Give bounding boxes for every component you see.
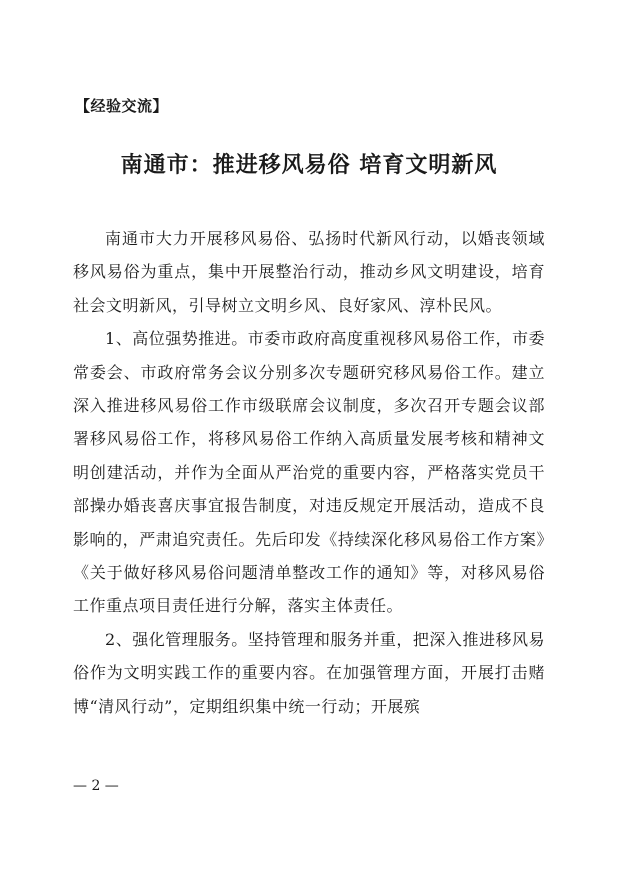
paragraph-intro: 南通市大力开展移风易俗、弘扬时代新风行动，以婚丧领域移风易俗为重点，集中开展整治行动，推动乡风文明建设，培育社会文明新风，引导树立文明乡风、良好家风、淳朴民风。 — [73, 229, 545, 315]
section-tag: 【经验交流】 — [75, 97, 169, 115]
paragraph-point-2: 2、强化管理服务。坚持管理和服务并重，把深入推进移风易俗作为文明实践工作的重要内容。在加强管理方面，开展打击赌博“清风行动”，定期组织集中统一行动；开展殡 — [73, 629, 545, 716]
page-number: — 2 — — [73, 778, 119, 794]
document-body — [73, 222, 545, 723]
page-title: 南通市：推进移风易俗 培育文明新风 — [120, 153, 498, 178]
paragraph-point-1: 1、高位强势推进。市委市政府高度重视移风易俗工作，市委常委会、市政府常务会议分别多次专题研究移风易俗工作。建立深入推进移风易俗工作市级联席会议制度，多次召开专题会议部署移风易俗工作，将移风易俗工作纳入高质量发展考核和精神文明创建活动，并作为全面从严治党的重要内容，严格落实党员干部操办婚丧喜庆事宜报告制度，对违反规定开展活动，造成不良影响的，严肃追究责任。先后印发《持续深化移风易俗工作方案》《关于做好移风易俗问题清单整改工作的通知》等，对移风易俗工作重点项目责任进行分解，落实主体责任。 — [73, 329, 545, 616]
